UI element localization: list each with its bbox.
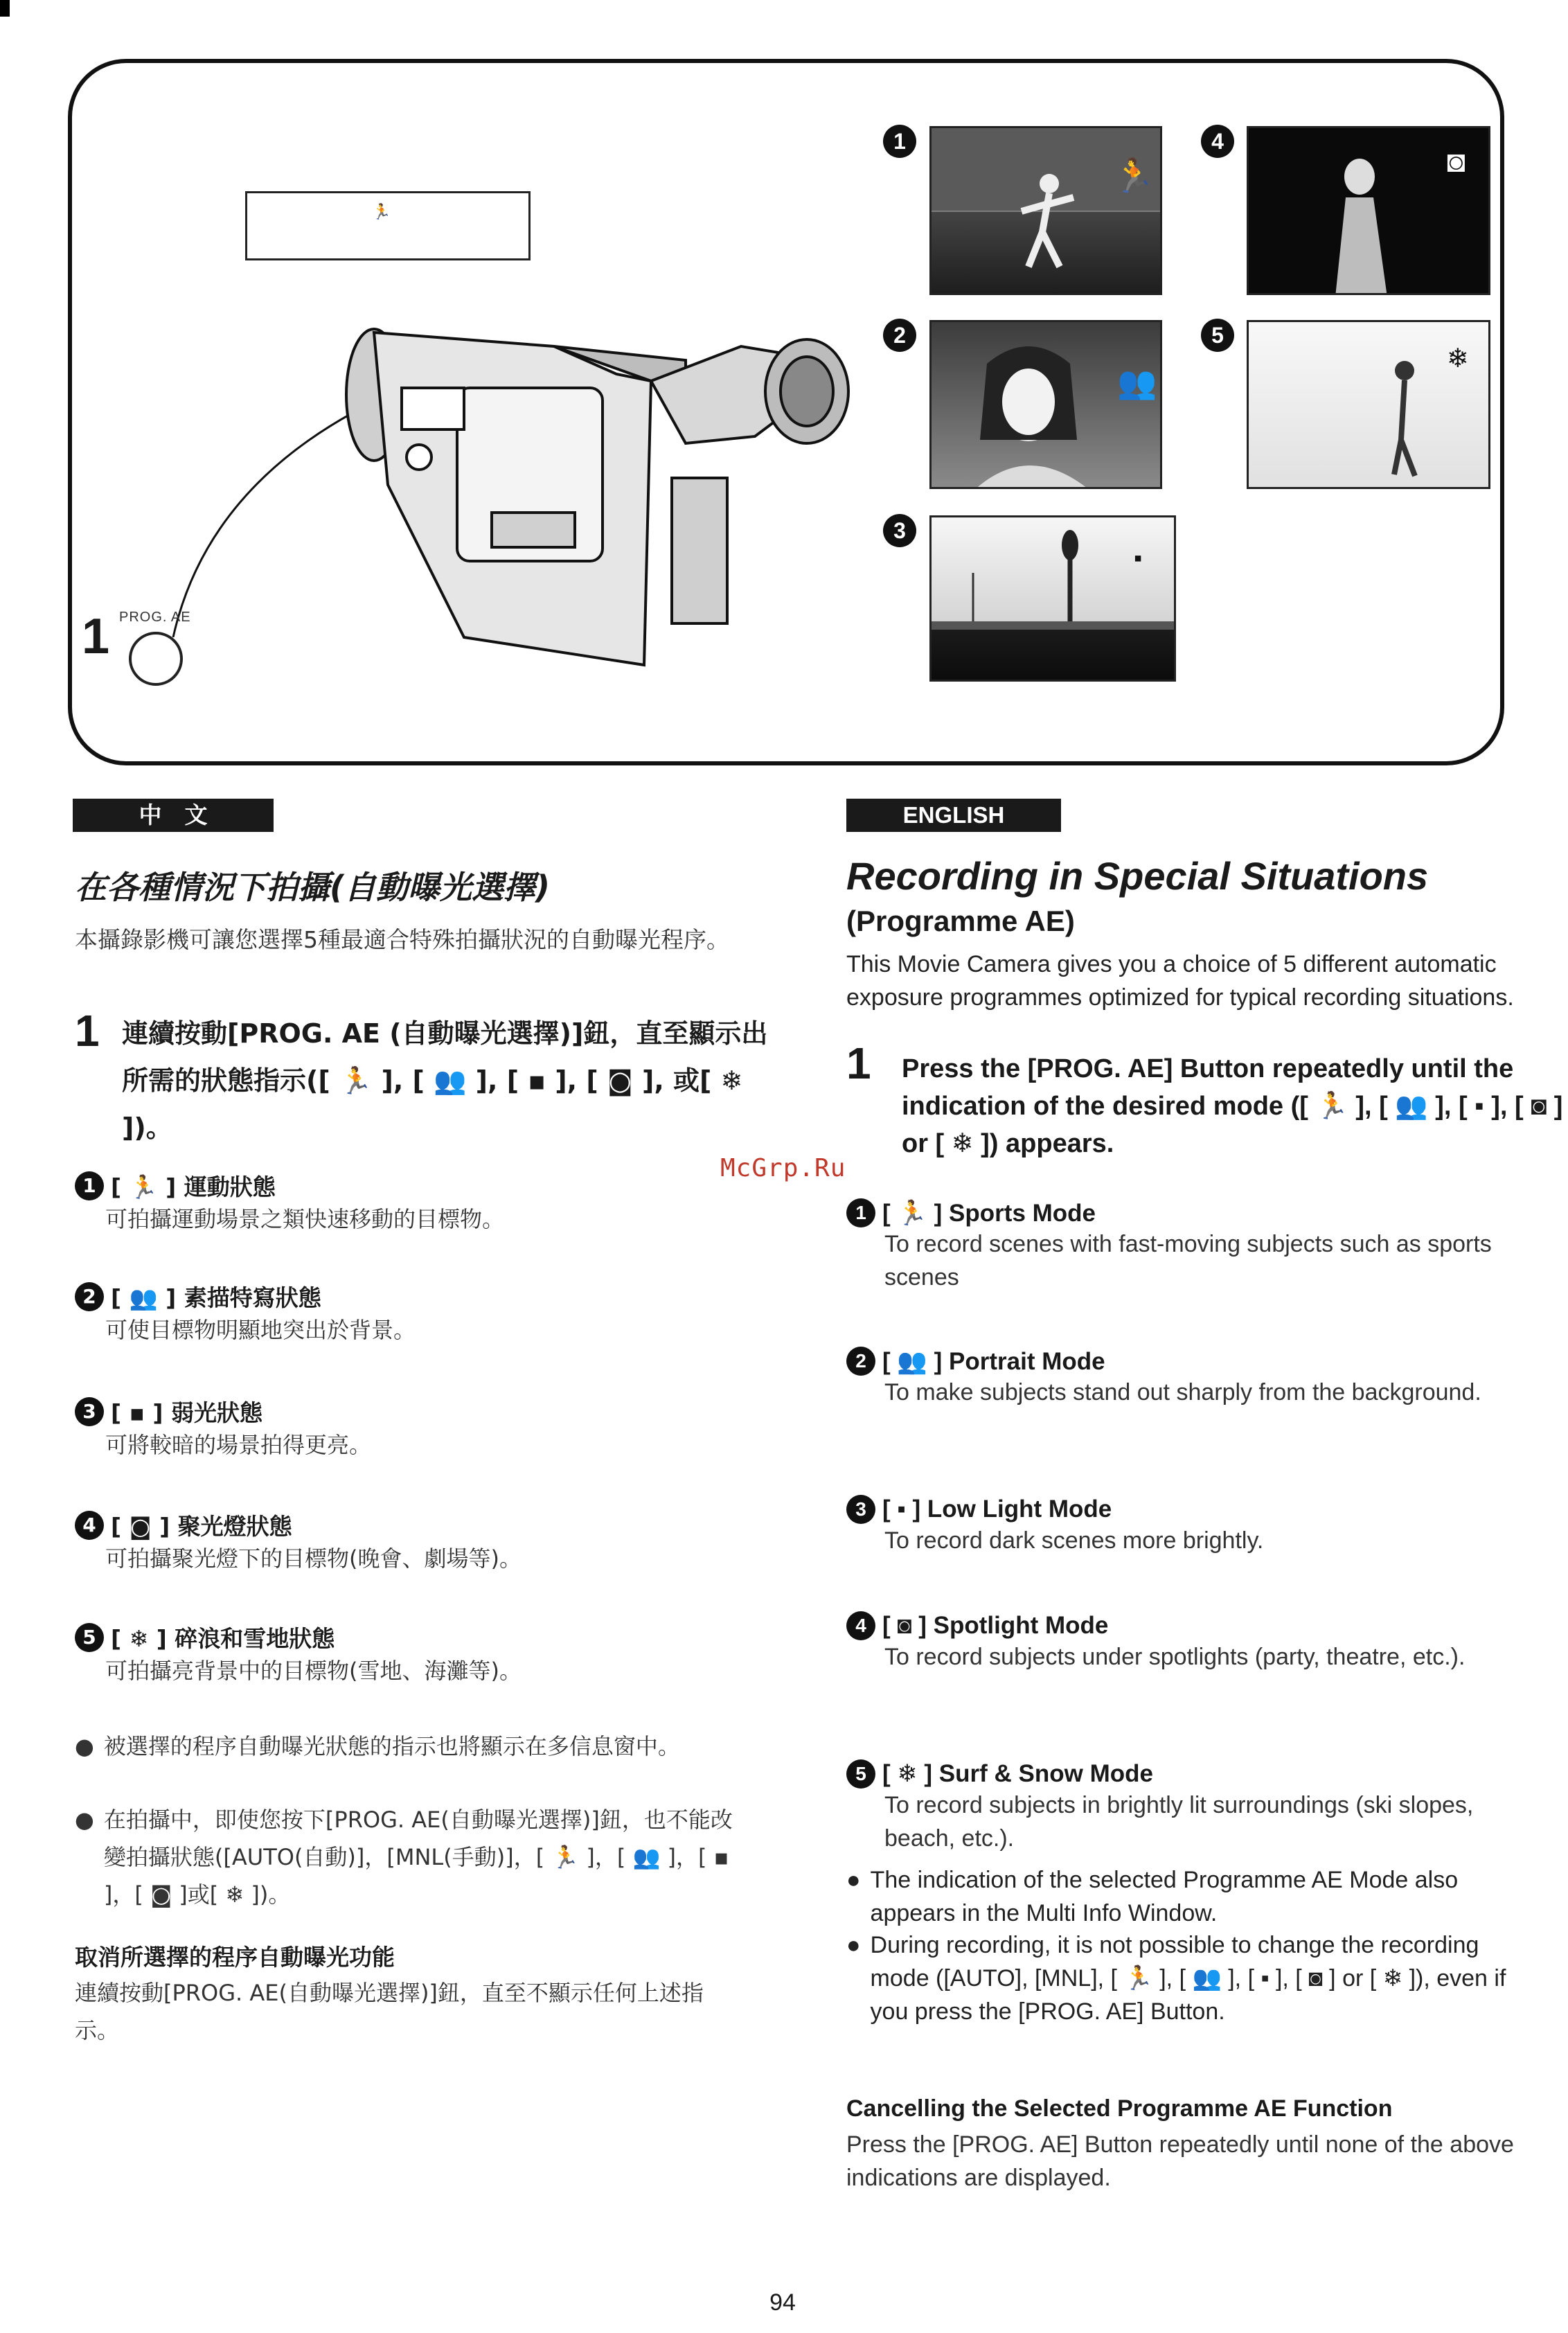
zh-step-text: 連續按動[PROG. AE (自動曝光選擇)]鈕，直至顯示出所需的狀態指示([ 🏃 ], [ 👥 ], [ ▪ ], [ ◙ ], 或[ ❄ ])。 [122, 1018, 768, 1143]
zh-mode-4-bullet: 4 [75, 1511, 104, 1540]
en-mode-3-bullet: 3 [846, 1495, 875, 1524]
zh-step-number: 1 [75, 1006, 100, 1056]
en-step-1 [846, 1038, 1568, 1162]
en-mode-2-heading: [ 👥 ] Portrait Mode [882, 1347, 1105, 1375]
zh-mode-4-desc: 可拍攝聚光燈下的目標物(晚會、劇場等)。 [105, 1545, 522, 1572]
photo-surf-snow-mode [1247, 320, 1490, 489]
step-number-1: 1 [82, 609, 110, 664]
portrait-icon: 👥 [1117, 364, 1157, 400]
en-note-1-text: The indication of the selected Programme AE Mode also appears in the Multi Info Window. [870, 1867, 1459, 1926]
watermark: McGrp.Ru [720, 1154, 846, 1182]
spotlight-icon: ◙ [1447, 145, 1465, 179]
low-light-icon: ▪ [1134, 545, 1143, 571]
en-mode-2-bullet: 2 [846, 1347, 875, 1376]
en-note-2-text: During recording, it is not possible to change the recording mode ([AUTO], [MNL], [ 🏃 ], [ 👥 ], [ ▪ ], [ ◙ ] or [ ❄ ]), even if you press the [PROG. AE] Button. [870, 1932, 1506, 2025]
en-note-1 [846, 1863, 1525, 1930]
zh-title: 在各種情況下拍攝(自動曝光選擇) [75, 869, 551, 906]
bullet-dot: ● [846, 1932, 861, 1958]
surf-snow-icon: ❄ [1447, 344, 1469, 373]
zh-mode-surf-snow [75, 1621, 740, 1688]
zh-mode-2-heading: [ 👥 ] 素描特寫狀態 [111, 1284, 321, 1311]
zh-mode-1-desc: 可拍攝運動場景之類快速移動的目標物。 [105, 1206, 505, 1232]
en-cancel-heading: Cancelling the Selected Programme AE Function [846, 2095, 1393, 2122]
en-subtitle: (Programme AE) [846, 905, 1075, 937]
sports-scene [932, 128, 1162, 295]
section-label-english: ENGLISH [846, 799, 1061, 832]
zh-note-1-text: 被選擇的程序自動曝光狀態的指示也將顯示在多信息窗中。 [103, 1733, 680, 1759]
en-mode-3-desc: To record dark scenes more brightly. [884, 1527, 1264, 1554]
low-light-scene [932, 517, 1176, 682]
sports-runner-icon: 🏃 [372, 203, 391, 220]
en-mode-low-light [846, 1495, 1525, 1557]
zh-mode-3-bullet: 3 [75, 1397, 104, 1426]
en-mode-sports [846, 1198, 1525, 1294]
zh-mode-2-desc: 可使目標物明顯地突出於背景。 [105, 1317, 416, 1343]
zh-note-1 [75, 1728, 740, 1765]
en-mode-1-bullet: 1 [846, 1198, 875, 1227]
en-mode-surf-snow [846, 1759, 1525, 1855]
en-mode-4-desc: To record subjects under spotlights (party, theatre, etc.). [884, 1644, 1465, 1670]
page-number: 94 [769, 2289, 796, 2316]
prog-ae-label: PROG. AE [119, 610, 191, 625]
en-mode-5-desc: To record subjects in brightly lit surroundings (ski slopes, beach, etc.). [884, 1792, 1474, 1852]
en-mode-3-heading: [ ▪ ] Low Light Mode [882, 1496, 1112, 1523]
en-mode-4-bullet: 4 [846, 1611, 875, 1640]
zh-mode-portrait [75, 1280, 740, 1347]
zh-note-2 [75, 1801, 740, 1913]
zh-mode-spotlight [75, 1509, 740, 1576]
portrait-scene [932, 322, 1162, 489]
photo-portrait-mode [929, 320, 1162, 489]
lcd-display-box [245, 191, 531, 260]
en-mode-5-bullet: 5 [846, 1759, 875, 1789]
en-title: Recording in Special Situations [846, 854, 1429, 898]
corner-registration-mark [0, 0, 10, 17]
camcorder-illustration [326, 305, 880, 693]
en-mode-1-desc: To record scenes with fast-moving subjects such as sports scenes [884, 1231, 1492, 1290]
sports-icon: 🏃 [1113, 158, 1155, 195]
zh-mode-1-bullet: 1 [75, 1171, 104, 1200]
bullet-dot: ● [75, 1807, 94, 1833]
photo-spotlight-mode [1247, 126, 1490, 295]
en-note-2 [846, 1928, 1525, 2028]
photo-marker-1: 1 [883, 125, 916, 158]
section-label-chinese: 中 文 [73, 799, 274, 832]
en-mode-2-desc: To make subjects stand out sharply from the background. [884, 1379, 1481, 1405]
photo-marker-3: 3 [883, 514, 916, 547]
en-mode-1-heading: [ 🏃 ] Sports Mode [882, 1199, 1096, 1227]
zh-mode-4-heading: [ ◙ ] 聚光燈狀態 [111, 1513, 292, 1540]
photo-marker-4: 4 [1201, 125, 1234, 158]
en-step-text: Press the [PROG. AE] Button repeatedly until the indication of the desired mode ([ 🏃 ], [ 👥 ], [ ▪ ], [ ◙ ] or [ ❄ ]) appears. [902, 1054, 1563, 1158]
bullet-dot: ● [846, 1867, 861, 1893]
zh-intro: 本攝錄影機可讓您選擇5種最適合特殊拍攝狀況的自動曝光程序。 [75, 926, 729, 953]
zh-mode-low-light [75, 1395, 740, 1462]
zh-cancel-text: 連續按動[PROG. AE(自動曝光選擇)]鈕，直至不顯示任何上述指示。 [75, 1980, 704, 2043]
zh-mode-3-desc: 可將較暗的場景拍得更亮。 [105, 1432, 372, 1458]
en-mode-4-heading: [ ◙ ] Spotlight Mode [882, 1612, 1109, 1639]
zh-mode-2-bullet: 2 [75, 1282, 104, 1311]
zh-mode-5-desc: 可拍攝亮背景中的目標物(雪地、海灘等)。 [105, 1658, 522, 1684]
zh-mode-5-heading: [ ❄ ] 碎浪和雪地狀態 [111, 1625, 335, 1652]
photo-marker-5: 5 [1201, 319, 1234, 352]
en-intro: This Movie Camera gives you a choice of 5 different automatic exposure programmes optimized for typical recording situations. [846, 951, 1514, 1011]
en-mode-portrait [846, 1347, 1525, 1409]
zh-mode-1-heading: [ 🏃 ] 運動狀態 [111, 1173, 276, 1200]
photo-low-light-mode [929, 515, 1176, 682]
en-mode-spotlight [846, 1611, 1525, 1674]
zh-mode-sports [75, 1169, 740, 1236]
zh-mode-3-heading: [ ▪ ] 弱光狀態 [111, 1399, 262, 1426]
photo-marker-2: 2 [883, 319, 916, 352]
zh-mode-5-bullet: 5 [75, 1623, 104, 1652]
zh-note-2-text: 在拍攝中，即使您按下[PROG. AE(自動曝光選擇)]鈕，也不能改變拍攝狀態([AUTO(自動)]，[MNL(手動)]，[ 🏃 ]，[ 👥 ]，[ ▪ ]，[ ◙ ]或[ ❄ ])。 [103, 1807, 733, 1908]
en-step-number: 1 [846, 1038, 871, 1088]
en-cancel-text: Press the [PROG. AE] Button repeatedly until none of the above indications are displayed. [846, 2131, 1514, 2191]
bullet-dot: ● [75, 1733, 94, 1759]
photo-sports-mode [929, 126, 1162, 295]
prog-ae-button[interactable] [129, 632, 183, 686]
zh-cancel-heading: 取消所選擇的程序自動曝光功能 [75, 1944, 395, 1971]
en-mode-5-heading: [ ❄ ] Surf & Snow Mode [882, 1760, 1153, 1787]
zh-step-1 [75, 1006, 787, 1151]
